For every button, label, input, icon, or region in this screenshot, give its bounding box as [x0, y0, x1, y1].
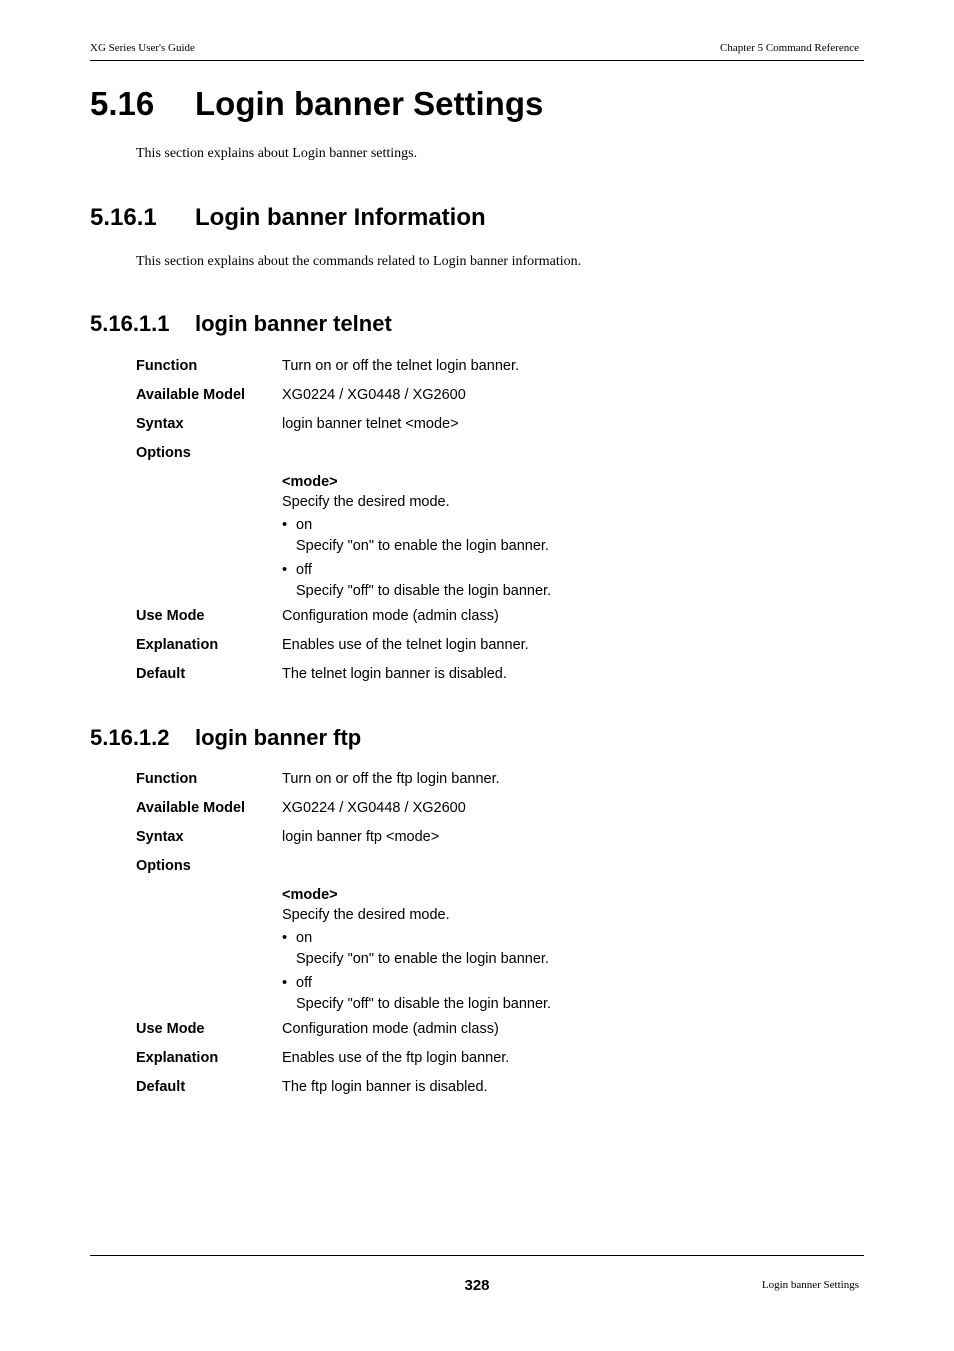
use-mode-label: Use Mode: [136, 1021, 205, 1037]
options-label: Options: [136, 858, 191, 874]
function-label: Function: [136, 358, 198, 374]
syntax-value: login banner telnet <mode>: [282, 416, 459, 432]
default-row: [136, 666, 776, 695]
function-row: [136, 358, 776, 387]
footer-rule: [90, 1255, 864, 1256]
options-row: [136, 445, 776, 474]
bullet-value: on: [296, 517, 313, 533]
subsection-intro: This section explains about the commands related to Login banner information.: [136, 254, 582, 269]
bullet-icon: •: [282, 930, 288, 946]
explanation-value: Enables use of the telnet login banner.: [282, 637, 529, 653]
subsection-number: 5.16.1: [90, 204, 157, 231]
use-mode-row: [136, 608, 776, 637]
command-number: 5.16.1.1: [90, 311, 170, 336]
running-footer-right: Login banner Settings: [761, 1279, 859, 1291]
bullet-description: Specify "on" to enable the login banner.: [296, 951, 549, 967]
explanation-row: [136, 1050, 776, 1079]
bullet-description: Specify "off" to disable the login banner.: [296, 996, 552, 1012]
model-label: Available Model: [136, 387, 246, 403]
bullet-item: [282, 973, 776, 994]
bullet-item: [282, 928, 776, 949]
section-title: Login banner Settings: [195, 85, 544, 122]
explanation-value: Enables use of the ftp login banner.: [282, 1050, 510, 1066]
function-value: Turn on or off the telnet login banner.: [282, 358, 519, 374]
bullet-value: off: [296, 562, 312, 578]
function-row: [136, 771, 776, 800]
bullet-item: [282, 560, 776, 581]
command-block-ftp: [136, 771, 776, 1108]
option-description: Specify the desired mode.: [282, 907, 450, 923]
syntax-row: [136, 416, 776, 445]
command-block-telnet: [136, 358, 776, 695]
default-value: The telnet login banner is disabled.: [282, 666, 507, 682]
command-title: login banner telnet: [195, 311, 392, 336]
bullet-icon: •: [282, 562, 288, 578]
bullet-description: Specify "on" to enable the login banner.: [296, 538, 549, 554]
model-label: Available Model: [136, 800, 246, 816]
model-row: [136, 800, 776, 829]
model-value: XG0224 / XG0448 / XG2600: [282, 387, 466, 403]
options-block: [282, 885, 776, 1015]
option-description: Specify the desired mode.: [282, 494, 450, 510]
subsection-heading: [90, 202, 486, 234]
section-intro: This section explains about Login banner settings.: [136, 146, 418, 161]
syntax-label: Syntax: [136, 829, 184, 845]
default-row: [136, 1079, 776, 1108]
command-heading-ftp: [90, 723, 361, 753]
use-mode-label: Use Mode: [136, 608, 205, 624]
options-label: Options: [136, 445, 191, 461]
function-value: Turn on or off the ftp login banner.: [282, 771, 500, 787]
syntax-row: [136, 829, 776, 858]
bullet-item: [282, 515, 776, 536]
running-header-left: XG Series User's Guide: [90, 42, 195, 54]
use-mode-row: [136, 1021, 776, 1050]
command-number: 5.16.1.2: [90, 725, 170, 750]
function-label: Function: [136, 771, 198, 787]
syntax-label: Syntax: [136, 416, 184, 432]
command-title: login banner ftp: [195, 725, 362, 750]
section-heading: [90, 82, 543, 126]
option-name: <mode>: [282, 474, 338, 490]
section-number: 5.16: [90, 85, 155, 122]
subsection-title: Login banner Information: [195, 204, 486, 231]
bullet-icon: •: [282, 975, 288, 991]
default-value: The ftp login banner is disabled.: [282, 1079, 488, 1095]
default-label: Default: [136, 666, 186, 682]
syntax-value: login banner ftp <mode>: [282, 829, 440, 845]
bullet-value: off: [296, 975, 312, 991]
options-row: [136, 858, 776, 887]
explanation-label: Explanation: [136, 1050, 219, 1066]
bullet-description: Specify "off" to disable the login banner.: [296, 583, 552, 599]
page-number: 328: [464, 1277, 490, 1294]
use-mode-value: Configuration mode (admin class): [282, 1021, 499, 1037]
explanation-row: [136, 637, 776, 666]
command-heading-telnet: [90, 309, 392, 339]
default-label: Default: [136, 1079, 186, 1095]
bullet-value: on: [296, 930, 313, 946]
model-value: XG0224 / XG0448 / XG2600: [282, 800, 466, 816]
explanation-label: Explanation: [136, 637, 219, 653]
use-mode-value: Configuration mode (admin class): [282, 608, 499, 624]
header-rule: [90, 60, 864, 61]
model-row: [136, 387, 776, 416]
running-header-right: Chapter 5 Command Reference: [720, 42, 859, 54]
option-name: <mode>: [282, 887, 338, 903]
options-block: [282, 472, 776, 602]
bullet-icon: •: [282, 517, 288, 533]
